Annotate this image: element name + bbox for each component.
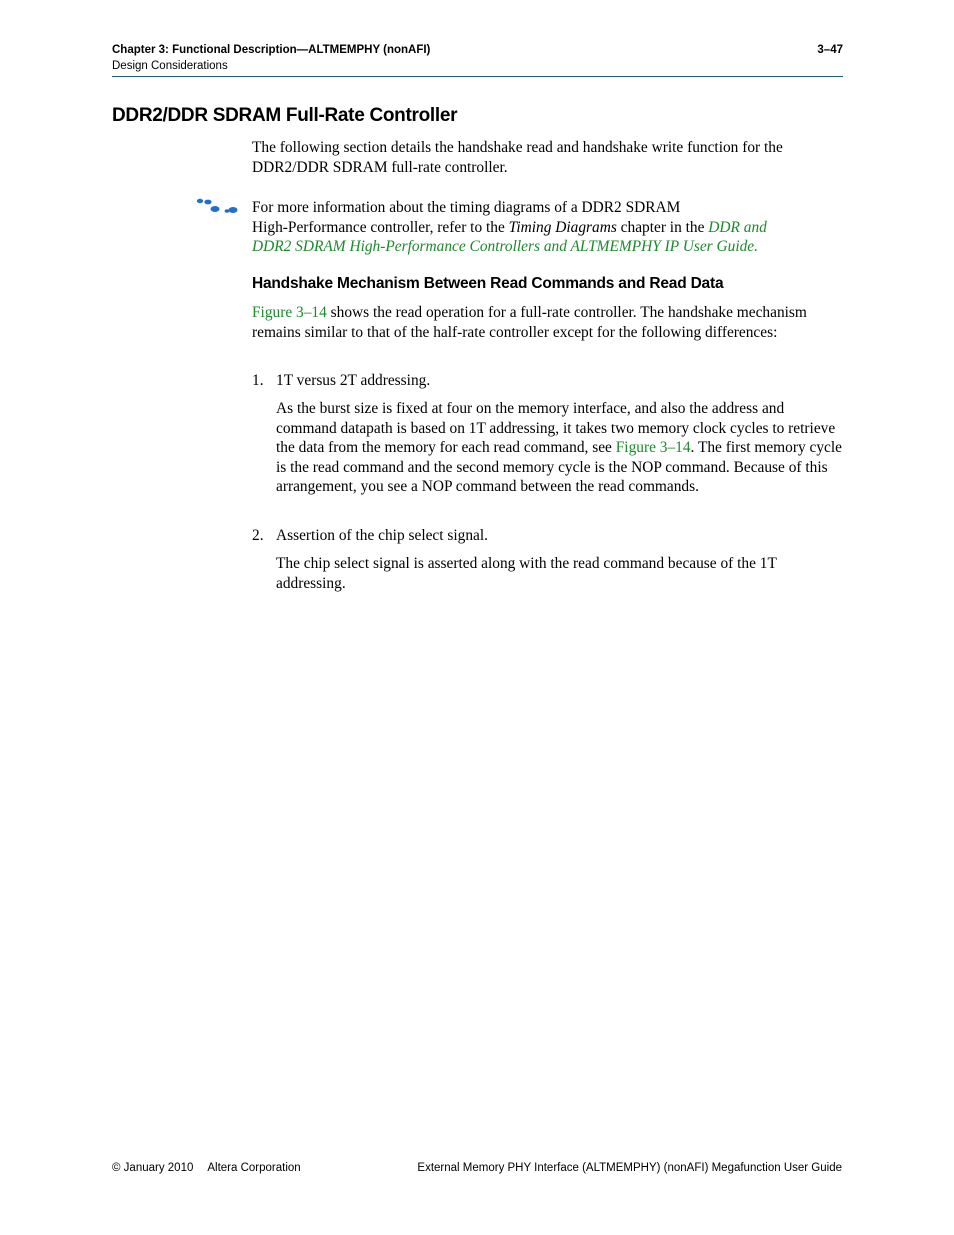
list-number: 1. — [252, 372, 264, 389]
list-detail-text: As the burst size is fixed at four on the memory interface, and also the address and command datapath is based on 1T addressing, it takes two memory clock cycles to retrieve the data from the memory for each read command, see — [276, 400, 836, 457]
page-header — [112, 42, 843, 74]
header-rule — [112, 76, 843, 77]
figure-link[interactable]: Figure 3–14 — [252, 304, 327, 321]
intro-paragraph: The following section details the handshake read and handshake write function for the DDR2/DDR SDRAM full-rate controller. — [252, 139, 783, 176]
user-guide-link-cont[interactable]: DDR2 SDRAM High-Performance Controllers and ALTMEMPHY IP User Guide. — [252, 238, 758, 256]
list-detail-2: The chip select signal is asserted along with the read command because of the 1T addressing. — [276, 555, 777, 592]
note-footprint-icon — [196, 198, 240, 216]
list-item-2 — [252, 526, 842, 546]
section-title: DDR2/DDR SDRAM Full-Rate Controller — [112, 105, 458, 126]
list-number: 2. — [252, 527, 264, 544]
note-text-part: chapter in the — [616, 218, 709, 236]
para-1-text: shows the read operation for a full-rate controller. The handshake mechanism remains similar to that of the half-rate controller except for the following differences: — [252, 304, 807, 341]
footer-company: Altera Corporation — [207, 1162, 301, 1174]
note-line-2 — [252, 218, 842, 238]
note-line-1: For more information about the timing diagrams of a DDR2 SDRAM — [252, 199, 681, 216]
footer-doc-title: External Memory PHY Interface (ALTMEMPHY) (nonAFI) Megafunction User Guide — [417, 1162, 842, 1174]
list-item-1 — [252, 371, 842, 391]
list-label: 1T versus 2T addressing. — [276, 372, 431, 389]
list-detail-text: . The first memory cycle is the read command and the second memory cycle is the NOP command. Because of this arrangement, you see a NOP command between the read commands. — [276, 439, 842, 496]
list-label: Assertion of the chip select signal. — [276, 527, 488, 544]
user-guide-link[interactable]: DDR and — [708, 218, 767, 236]
note-italic-title: Timing Diagrams — [508, 218, 617, 236]
list-detail-1 — [276, 399, 842, 497]
para-1 — [252, 303, 842, 342]
subsection-title: Handshake Mechanism Between Read Commands and Read Data — [252, 275, 724, 292]
note-text — [252, 198, 842, 257]
note-text-part: High-Performance controller, refer to the — [252, 218, 509, 236]
footer-date: © January 2010 — [112, 1162, 194, 1174]
note-line-3 — [252, 237, 842, 257]
header-section: Design Considerations — [112, 60, 228, 72]
figure-link[interactable]: Figure 3–14 — [615, 439, 691, 457]
footer-left — [112, 1160, 301, 1176]
header-chapter: Chapter 3: Functional Description—ALTMEMPHY (nonAFI) — [112, 44, 431, 56]
page-number: 3–47 — [817, 44, 843, 56]
